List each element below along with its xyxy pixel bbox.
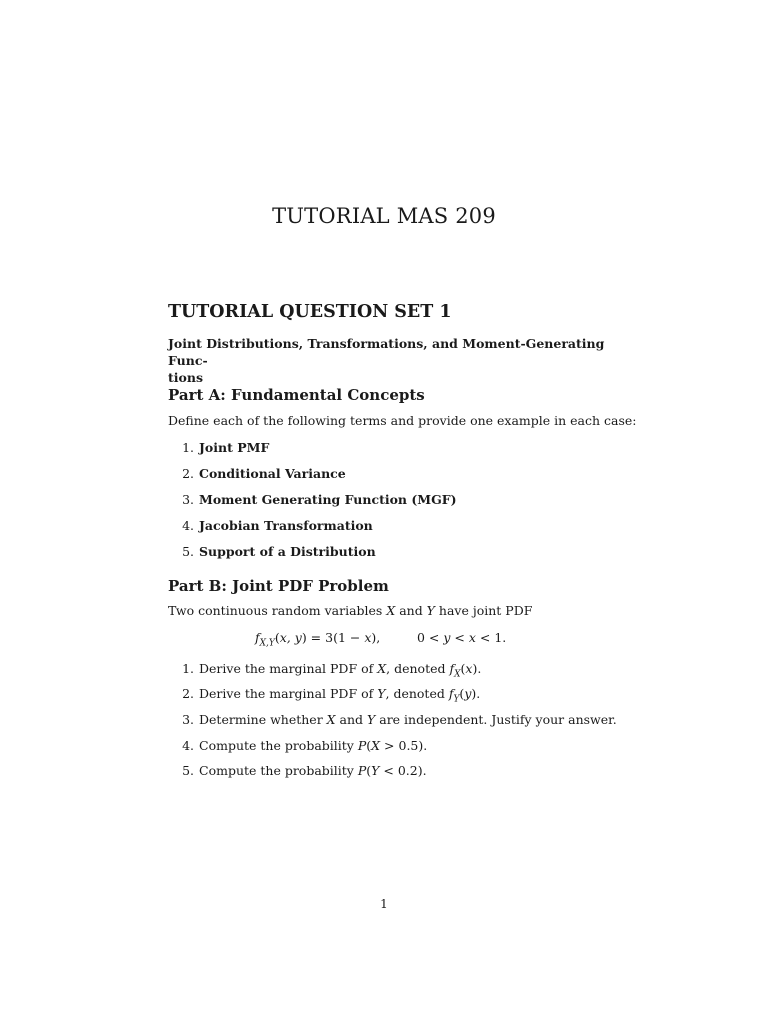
list-item-text: Derive the marginal PDF of X, denoted $f_X(x)$. <box>199 661 482 680</box>
list-item-number: 3. <box>182 492 194 507</box>
equation-lhs: $f_{X,Y}(x$, y) = 3(1 − x), <box>255 630 381 649</box>
list-item-text: Compute the probability P(X > 0.5). <box>199 738 428 753</box>
list-item-term: Support of a Distribution <box>199 544 376 559</box>
list-item <box>168 686 480 705</box>
list-item-number: 1. <box>182 440 194 455</box>
list-item-number: 4. <box>182 518 194 533</box>
list-item <box>168 440 269 455</box>
list-item-number: 2. <box>182 466 194 481</box>
page-number: 1 <box>380 897 388 911</box>
part-b-intro: Two continuous random variables X and Y have joint PDF <box>168 603 533 618</box>
list-item-term: Jacobian Transformation <box>199 518 373 533</box>
list-item-number: 4. <box>182 738 194 753</box>
list-item-term: Conditional Variance <box>199 466 346 481</box>
list-item <box>168 712 617 727</box>
list-item <box>168 738 427 753</box>
list-item-term: Moment Generating Function (MGF) <box>199 492 457 507</box>
list-item <box>168 466 346 481</box>
list-item <box>168 763 427 778</box>
list-item-text: Determine whether X and Y are independent. Justify your answer. <box>199 712 617 727</box>
list-item-number: 5. <box>182 544 194 559</box>
list-item-number: 2. <box>182 686 194 701</box>
list-item-text: Compute the probability P(Y < 0.2). <box>199 763 427 778</box>
question-set-title: TUTORIAL QUESTION SET 1 <box>168 302 452 322</box>
question-set-subtitle: Joint Distributions, Transformations, and Moment-Generating Func- tions <box>168 336 605 385</box>
part-a-heading: Part A: Fundamental Concepts <box>168 386 425 404</box>
list-item-number: 3. <box>182 712 194 727</box>
list-item-text: Derive the marginal PDF of Y, denoted $f_Y(y)$. <box>199 686 481 705</box>
list-item <box>168 661 481 680</box>
list-item <box>168 518 373 533</box>
part-a-intro: Define each of the following terms and provide one example in each case: <box>168 413 637 428</box>
list-item-term: Joint PMF <box>199 440 270 455</box>
list-item-number: 1. <box>182 661 194 676</box>
document-title: TUTORIAL MAS 209 <box>272 204 496 228</box>
list-item <box>168 544 376 559</box>
part-b-heading: Part B: Joint PDF Problem <box>168 577 389 595</box>
list-item-number: 5. <box>182 763 194 778</box>
list-item <box>168 492 457 507</box>
equation-support: 0 < y < x < 1. <box>417 630 507 645</box>
